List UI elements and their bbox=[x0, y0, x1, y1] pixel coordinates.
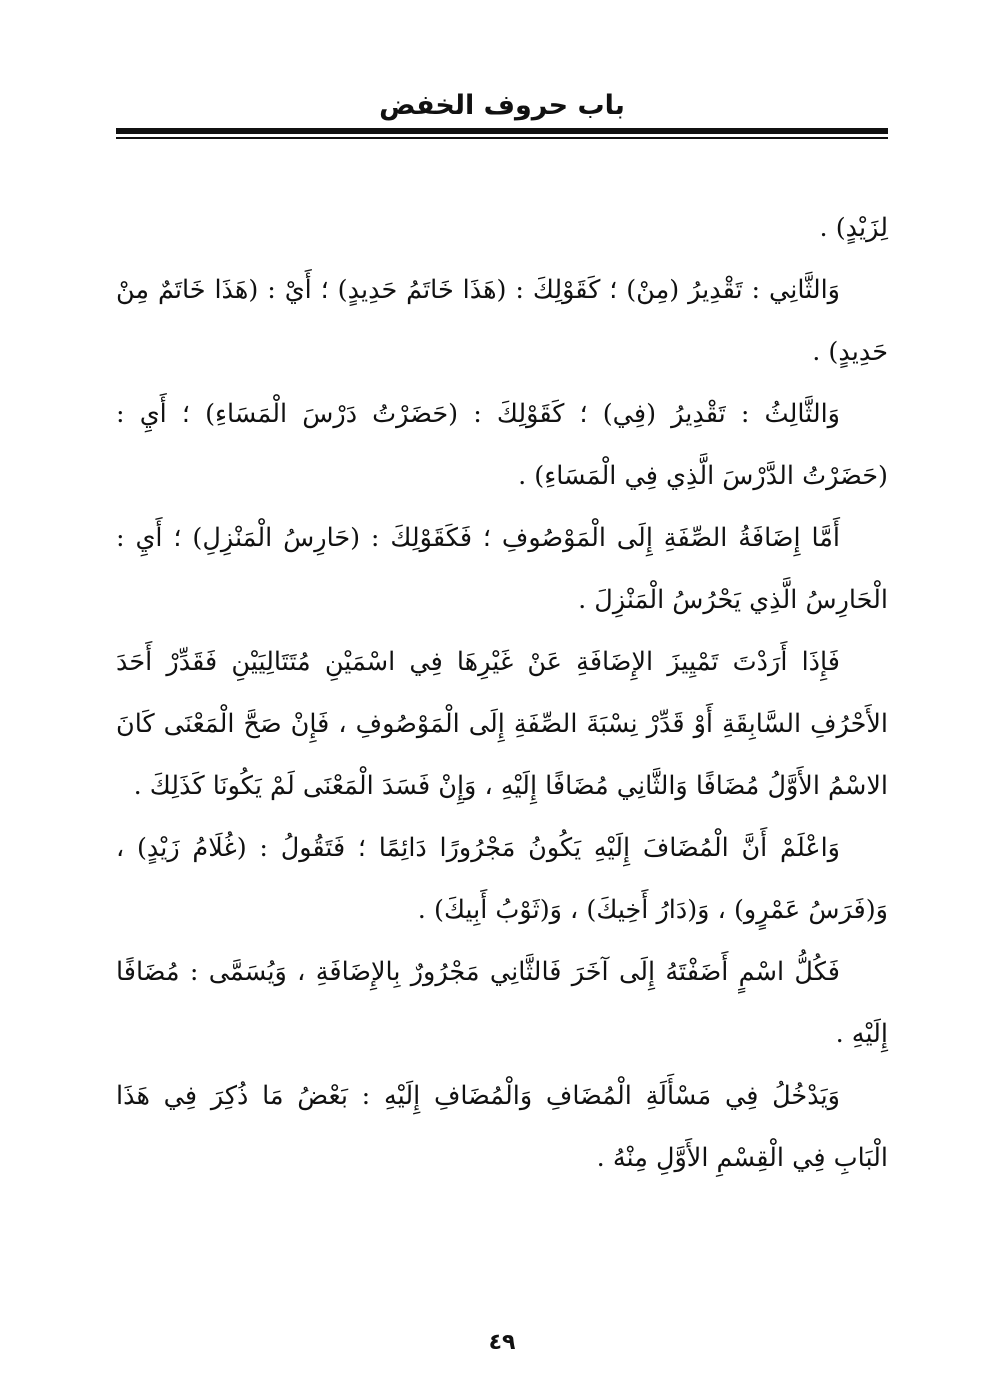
running-header-title: باب حروف الخفض bbox=[379, 90, 625, 121]
paragraph-related-section: وَيَدْخُلُ فِي مَسْأَلَةِ الْمُضَافِ وَالْمُضَافِ إِلَيْهِ : بَعْضُ مَا ذُكِرَ فِي هَذَا الْبَابِ فِي الْقِسْمِ الأَوَّلِ مِنْهُ . bbox=[116, 1081, 888, 1173]
paragraph-distinguishing-annexation: فَإِذَا أَرَدْتَ تَمْيِيزَ الإِضَافَةِ عَنْ غَيْرِهَا فِي اسْمَيْنِ مُتَتَالِيَيْنِ فَقَدِّرْ أَحَدَ الأَحْرُفِ السَّابِقَةِ أَوْ قَدِّرْ نِسْبَةَ الصِّفَةِ إِلَى الْمَوْصُوفِ ، فَإِنْ صَحَّ الْمَعْنَى كَانَ الاسْمُ الأَوَّلُ مُضَافًا وَالثَّانِي مُضَافًا إِلَيْهِ ، وَإِنْ فَسَدَ الْمَعْنَى لَمْ يَكُونَا كَذَلِكَ . bbox=[116, 647, 888, 801]
paragraph-genitive-by-annexation: فَكُلُّ اسْمٍ أَضَفْتَهُ إِلَى آخَرَ فَالثَّانِي مَجْرُورٌ بِالإِضَافَةِ ، وَيُسَمَّى : مُضَافًا إِلَيْهِ . bbox=[116, 957, 888, 1049]
main-text bbox=[116, 197, 888, 1189]
header-rule-thin bbox=[116, 137, 888, 139]
paragraph-third-type: وَالثَّالِثُ : تَقْدِيرُ (فِي) ؛ كَقَوْلِكَ : (حَضَرْتُ دَرْسَ الْمَسَاءِ) ؛ أَيِ : (حَضَرْتُ الدَّرْسَ الَّذِي فِي الْمَسَاءِ) . bbox=[116, 399, 888, 491]
paragraph-always-genitive: وَاعْلَمْ أَنَّ الْمُضَافَ إِلَيْهِ يَكُونُ مَجْرُورًا دَائِمًا ؛ فَتَقُولُ : (غُلَامُ زَيْدٍ) ، وَ(فَرَسُ عَمْرٍو) ، وَ(دَارُ أَخِيكَ) ، وَ(ثَوْبُ أَبِيكَ) . bbox=[116, 833, 888, 925]
paragraph-continuation: لِزَيْدٍ) . bbox=[819, 213, 888, 243]
header-rule-thick bbox=[116, 128, 888, 134]
page-number: ٤٩ bbox=[488, 1330, 516, 1355]
paragraph-second-type: وَالثَّانِي : تَقْدِيرُ (مِنْ) ؛ كَقَوْلِكَ : (هَذَا خَاتَمُ حَدِيدٍ) ؛ أَيْ : (هَذَا خَاتَمٌ مِنْ حَدِيدٍ) . bbox=[116, 275, 888, 367]
paragraph-adjective-annexation: أَمَّا إِضَافَةُ الصِّفَةِ إِلَى الْمَوْصُوفِ ؛ فَكَقَوْلِكَ : (حَارِسُ الْمَنْزِلِ) ؛ أَيِ : الْحَارِسُ الَّذِي يَحْرُسُ الْمَنْزِلَ . bbox=[116, 523, 888, 615]
